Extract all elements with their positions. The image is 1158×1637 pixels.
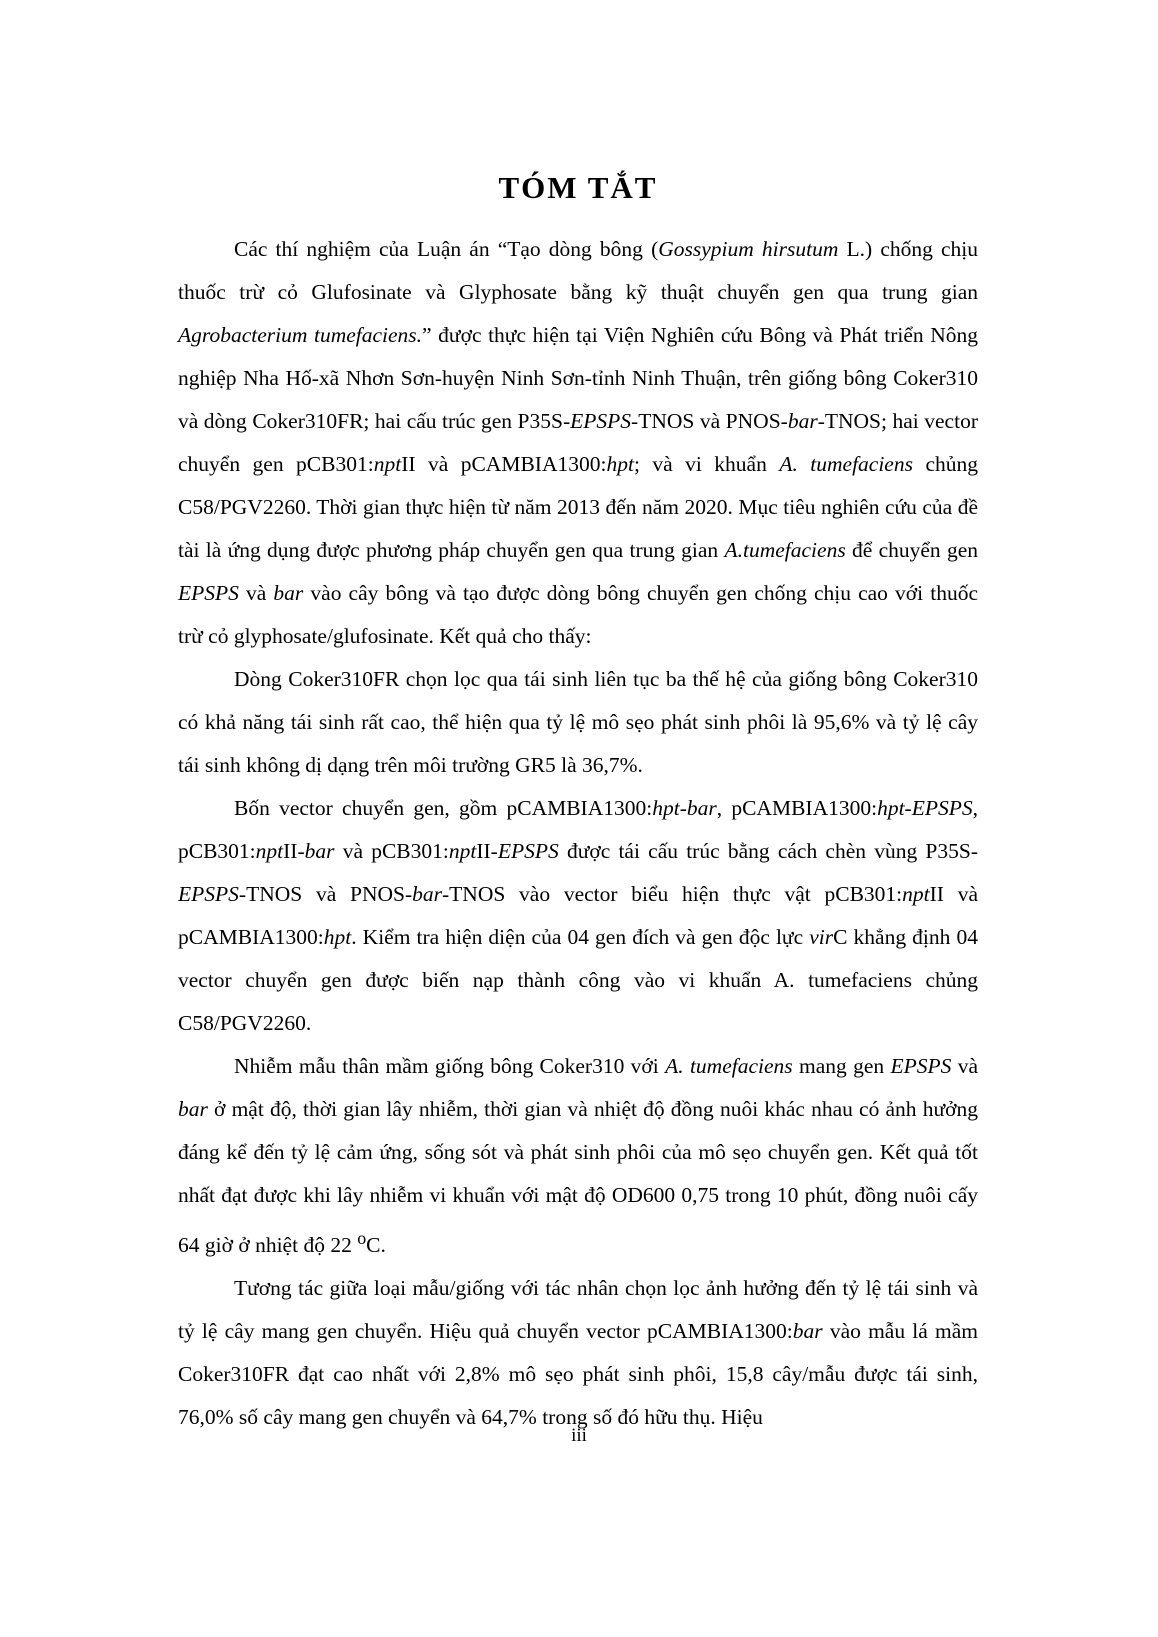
page-title: TÓM TẮT — [498, 170, 658, 205]
text-run: II và pCAMBIA1300: — [401, 452, 607, 476]
text-run: mang gen — [792, 1054, 891, 1078]
italic-run: npt — [373, 452, 402, 476]
italic-run: hpt-EPSPS — [877, 796, 973, 820]
text-run: Tương tác giữa loại mẫu/giống với tác nhân chọn lọc ảnh hưởng đến tỷ lệ tái sinh và tỷ lệ cây mang gen chuyển. Hiệu quả chuyển vector pCAMBIA1300: — [178, 1276, 978, 1344]
italic-run: hpt-bar — [652, 796, 717, 820]
italic-run: A.tumefaciens — [724, 538, 846, 562]
text-run: vào mẫu lá mầm Coker310FR đạt cao nhất với 2,8% mô sẹo phát sinh phôi, 15,8 cây/mẫu được tái sinh, 76,0% số cây mang gen chuyển và 64,7% trong số đó hữu thụ. Hiệu — [178, 1319, 978, 1430]
text-run: được tái cấu trúc bằng cách chèn vùng P35S- — [558, 839, 978, 863]
italic-run: npt — [255, 839, 284, 863]
text-run: C khẳng định 04 vector chuyển gen được biến nạp thành công vào vi khuẩn A. tumefaciens chủng C58/PGV2260. — [178, 925, 978, 1035]
italic-run: EPSPS — [890, 1054, 952, 1078]
italic-run: EPSPS — [178, 882, 239, 906]
italic-run: A. tumefaciens — [779, 452, 913, 476]
text-run: Nhiễm mẫu thân mầm giống bông Coker310 với — [234, 1054, 666, 1078]
text-run: ; và vi khuẩn — [633, 452, 780, 476]
italic-run: bar — [412, 882, 442, 906]
text-run: và pCB301: — [334, 839, 449, 863]
italic-run: npt — [902, 882, 930, 906]
paragraph — [178, 1045, 978, 1267]
text-run: Dòng Coker310FR chọn lọc qua tái sinh liên tục ba thế hệ của giống bông Coker310 có khả năng tái sinh rất cao, thể hiện qua tỷ lệ mô sẹo phát sinh phôi là 95,6% và tỷ lệ cây tái sinh không dị dạng trên môi trường GR5 là 36,7%. — [178, 667, 978, 777]
italic-run: bar — [178, 1097, 208, 1121]
italic-run: EPSPS — [178, 581, 239, 605]
italic-run: bar — [273, 581, 304, 605]
text-run: và — [951, 1054, 979, 1078]
text-run: II- — [476, 839, 498, 863]
italic-run: EPSPS — [497, 839, 559, 863]
text-run: , pCB301: — [178, 796, 978, 863]
italic-run: bar — [304, 839, 335, 863]
italic-run: A. tumefaciens — [665, 1054, 793, 1078]
text-run: Các thí nghiệm của Luận án “Tạo dòng bông ( — [234, 237, 659, 261]
text-run: -TNOS vào vector biểu hiện thực vật pCB301: — [442, 882, 903, 906]
text-run: để chuyển gen — [845, 538, 979, 562]
text-run: II- — [283, 839, 305, 863]
italic-run: bar — [787, 409, 818, 433]
text-run: ” được thực hiện tại Viện Nghiên cứu Bông và Phát triển Nông nghiệp Nha Hố-xã Nhơn Sơn-huyện Ninh Sơn-tỉnh Ninh Thuận, trên giống bông Coker310 và dòng Coker310FR; hai cấu trúc gen P35S- — [178, 323, 979, 433]
italic-run: hpt — [606, 452, 634, 476]
body-text — [178, 228, 978, 1439]
text-run: , pCAMBIA1300: — [716, 796, 878, 820]
text-run: -TNOS; hai vector chuyển gen pCB301: — [178, 409, 978, 476]
paragraph — [178, 1267, 978, 1439]
text-run: -TNOS và PNOS- — [238, 882, 413, 906]
italic-run: npt — [448, 839, 477, 863]
italic-run: bar — [792, 1319, 823, 1344]
text-run: Bốn vector chuyển gen, gồm pCAMBIA1300: — [234, 796, 653, 820]
paragraph — [178, 228, 978, 658]
text-run: vào cây bông và tạo được dòng bông chuyển gen chống chịu cao với thuốc trừ cỏ glyphosate/glufosinate. Kết quả cho thấy: — [178, 581, 979, 648]
text-run: ở mật độ, thời gian lây nhiễm, thời gian và nhiệt độ đồng nuôi khác nhau có ảnh hưởng đáng kể đến tỷ lệ cảm ứng, sống sót và phát sinh phôi của mô sẹo chuyển gen. Kết quả tốt nhất đạt được khi lây nhiễm vi khuẩn với mật độ OD600 0,75 trong 10 phút, đồng nuôi cấy 64 giờ ở nhiệt độ 22 — [178, 1097, 978, 1258]
page-content — [178, 170, 978, 1439]
paragraph — [178, 658, 978, 787]
page-number: iii — [571, 1425, 587, 1446]
superscript-run: o — [357, 1228, 367, 1248]
paragraph — [178, 787, 978, 1045]
text-run: . Kiểm tra hiện diện của 04 gen đích và gen độc lực — [351, 925, 810, 949]
text-run: -TNOS và PNOS- — [631, 409, 788, 433]
text-run: L.) chống chịu thuốc trừ cỏ Glufosinate và Glyphosate bằng kỹ thuật chuyển gen qua trung gian — [178, 237, 979, 304]
italic-run: Gossypium hirsutum — [658, 237, 839, 261]
text-run: II và pCAMBIA1300: — [178, 882, 978, 949]
italic-run: Agrobacterium tumefaciens. — [178, 323, 423, 347]
italic-run: vir — [809, 925, 834, 949]
text-run: chủng C58/PGV2260. Thời gian thực hiện từ năm 2013 đến năm 2020. Mục tiêu nghiên cứu của đề tài là ứng dụng được phương pháp chuyển gen qua trung gian — [178, 452, 978, 562]
italic-run: hpt — [323, 925, 352, 949]
text-run: C. — [366, 1233, 386, 1258]
italic-run: EPSPS — [570, 409, 632, 433]
text-run: và — [238, 581, 274, 605]
